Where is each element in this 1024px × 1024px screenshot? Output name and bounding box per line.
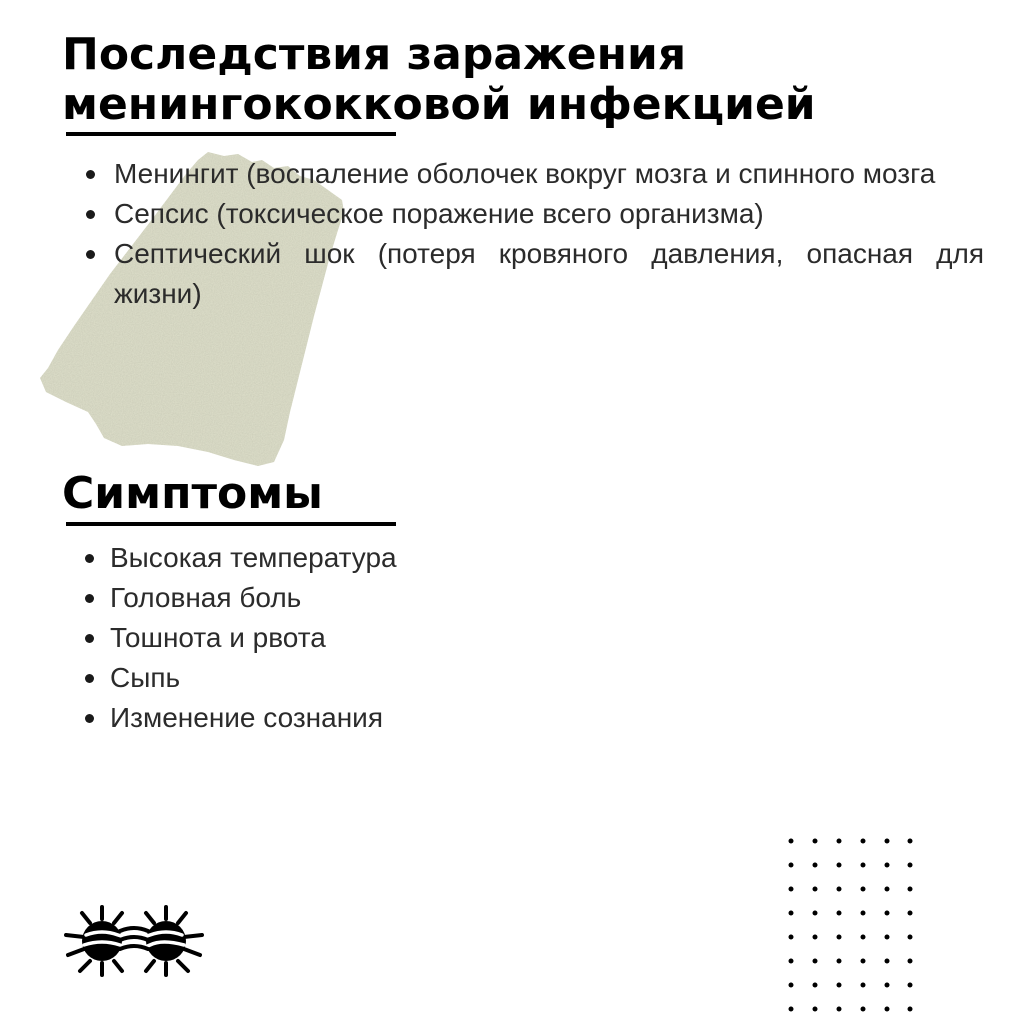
list-item-text: Сепсис (токсическое поражение всего организма) — [114, 198, 764, 229]
list-item — [110, 578, 810, 618]
list-item-text: Сыпь — [110, 662, 181, 693]
list-item — [114, 194, 984, 234]
symptoms-list — [110, 538, 810, 738]
list-item-text: Высокая температура — [110, 542, 397, 573]
bullet-icon — [85, 674, 94, 683]
bullet-icon — [86, 170, 95, 179]
title-underline — [66, 132, 396, 136]
consequences-list — [114, 154, 984, 314]
list-item — [110, 618, 810, 658]
dot-grid-decoration — [788, 838, 918, 1018]
bacteria-cells-icon — [62, 905, 206, 977]
list-item — [110, 658, 810, 698]
list-item — [114, 154, 984, 194]
bullet-icon — [85, 714, 94, 723]
list-item-text: Септический шок (потеря кровяного давления, опасная для жизни) — [114, 238, 984, 309]
bullet-icon — [85, 554, 94, 563]
list-item-text: Изменение сознания — [110, 702, 383, 733]
symptoms-underline — [66, 522, 396, 526]
symptoms-heading: Симптомы — [62, 468, 323, 519]
list-item-text: Менингит (воспаление оболочек вокруг мозга и спинного мозга — [114, 158, 936, 189]
list-item — [110, 698, 810, 738]
page-title-line-1: Последствия заражения — [62, 29, 687, 80]
page-title-line-2: менингококковой инфекцией — [62, 79, 816, 130]
list-item-text: Тошнота и рвота — [110, 622, 326, 653]
bullet-icon — [86, 250, 95, 259]
page-title — [62, 30, 962, 130]
bullet-icon — [85, 634, 94, 643]
list-item-text: Головная боль — [110, 582, 302, 613]
bullet-icon — [86, 210, 95, 219]
bullet-icon — [85, 594, 94, 603]
list-item — [110, 538, 810, 578]
list-item — [114, 234, 984, 314]
